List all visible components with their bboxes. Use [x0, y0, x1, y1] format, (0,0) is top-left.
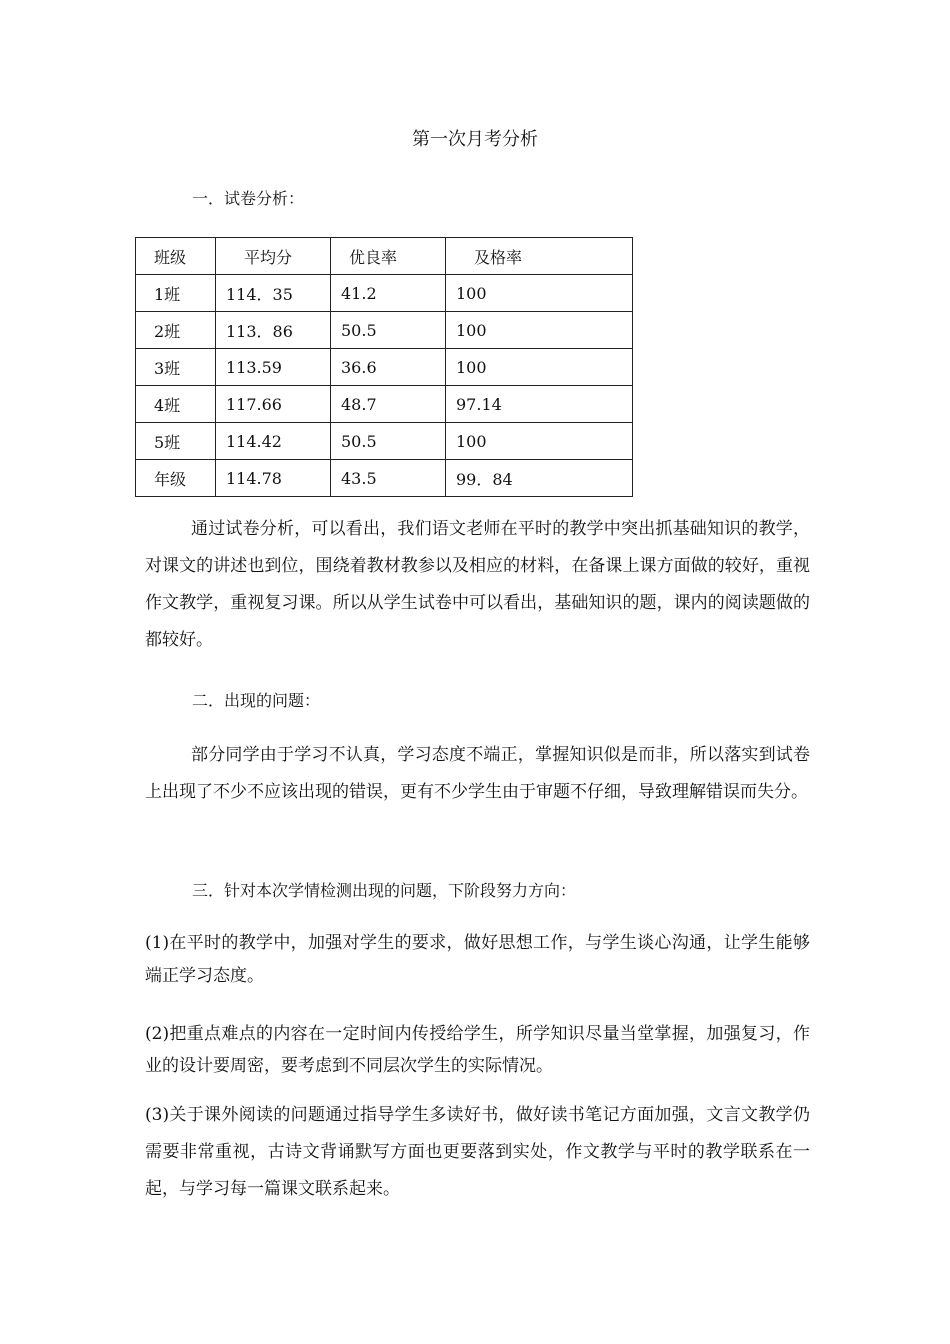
table-row: [136, 386, 633, 423]
table-cell: 36.6: [331, 349, 446, 386]
table-cell: 99．84: [446, 460, 633, 497]
table-row: [136, 423, 633, 460]
table-row: [136, 460, 633, 497]
table-cell: 114.78: [216, 460, 331, 497]
table-header-row: [136, 238, 633, 275]
analysis-paragraph: 通过试卷分析，可以看出，我们语文老师在平时的教学中突出抓基础知识的教学，对课文的讲述也到位，围绕着教材教参以及相应的材料，在备课上课方面做的较好，重视作文教学，重视复习课。所以从学生试卷中可以看出，基础知识的题，课内的阅读题做的都较好。: [145, 519, 810, 650]
header-class: 班级: [136, 238, 216, 275]
direction-item: (3)关于课外阅读的问题通过指导学生多读好书，做好读书笔记方面加强，文言文教学仍需要非常重视，古诗文背诵默写方面也更要落到实处，作文教学与平时的教学联系在一起，与学习每一篇课文联系起来。: [145, 1105, 810, 1199]
table-cell: 113.59: [216, 349, 331, 386]
table-row: [136, 349, 633, 386]
table-cell: 3班: [136, 349, 216, 386]
direction-item: (1)在平时的教学中，加强对学生的要求，做好思想工作，与学生谈心沟通，让学生能够端正学习态度。: [145, 933, 810, 986]
table-cell: 114．35: [216, 275, 331, 312]
section-heading-problems: 二．出现的问题：: [192, 691, 321, 710]
table-cell: 113．86: [216, 312, 331, 349]
table-cell: 117.66: [216, 386, 331, 423]
table-cell: 43.5: [331, 460, 446, 497]
table-cell: 114.42: [216, 423, 331, 460]
table-cell: 97.14: [446, 386, 633, 423]
table-row: [136, 275, 633, 312]
table-cell: 48.7: [331, 386, 446, 423]
table-cell: 100: [446, 275, 633, 312]
header-pass-rate: 及格率: [446, 238, 633, 275]
score-table: [135, 237, 633, 497]
section-heading-paper-analysis: 一．试卷分析：: [192, 189, 305, 208]
header-excellent-rate: 优良率: [331, 238, 446, 275]
table-cell: 1班: [136, 275, 216, 312]
table-cell: 50.5: [331, 423, 446, 460]
table-cell: 5班: [136, 423, 216, 460]
table-cell: 年级: [136, 460, 216, 497]
table-cell: 100: [446, 349, 633, 386]
table-cell: 4班: [136, 386, 216, 423]
table-cell: 100: [446, 423, 633, 460]
table-cell: 100: [446, 312, 633, 349]
table-cell: 50.5: [331, 312, 446, 349]
direction-item: (2)把重点难点的内容在一定时间内传授给学生，所学知识尽量当堂掌握，加强复习，作业的设计要周密，要考虑到不同层次学生的实际情况。: [145, 1024, 810, 1076]
table-row: [136, 312, 633, 349]
problems-paragraph: 部分同学由于学习不认真，学习态度不端正，掌握知识似是而非，所以落实到试卷上出现了不少不应该出现的错误，更有不少学生由于审题不仔细，导致理解错误而失分。: [145, 745, 810, 802]
document-title: 第一次月考分析: [412, 129, 538, 150]
table-cell: 2班: [136, 312, 216, 349]
table-cell: 41.2: [331, 275, 446, 312]
section-heading-directions: 三．针对本次学情检测出现的问题，下阶段努力方向：: [192, 881, 577, 900]
header-average: 平均分: [216, 238, 331, 275]
